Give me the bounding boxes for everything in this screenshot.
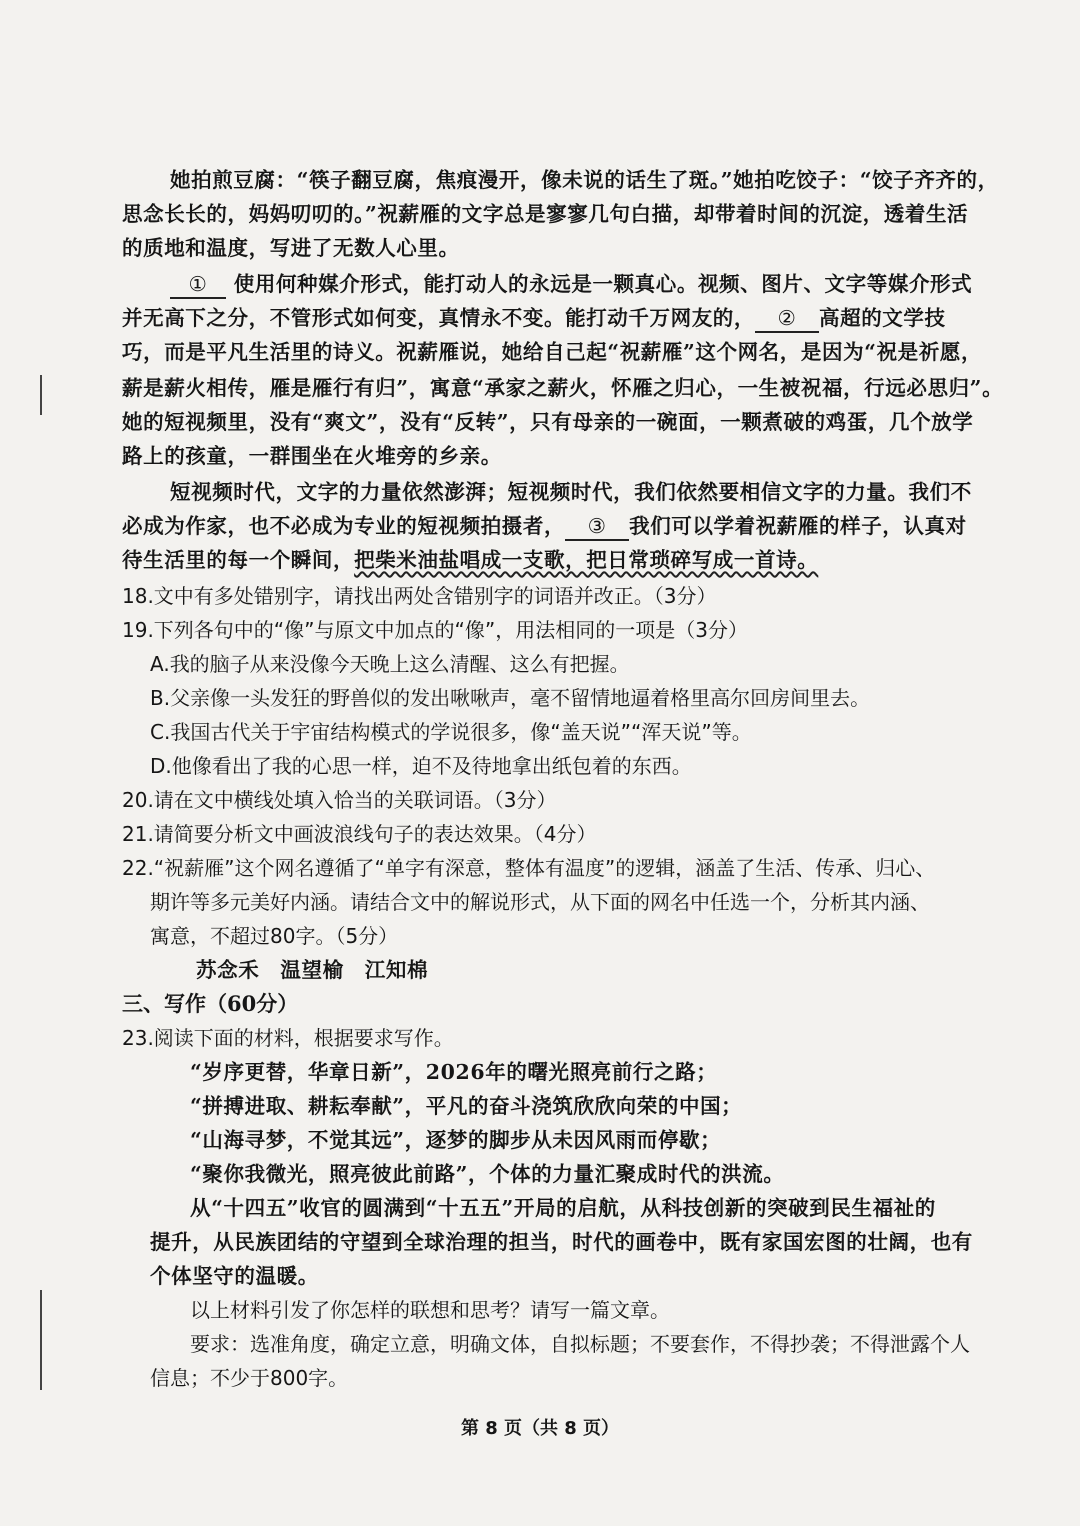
- writing-requirements-line: 信息；不少于800字。: [150, 1366, 349, 1390]
- question-19: 19.下列各句中的“像”与原文中加点的“像”，用法相同的一项是（3分）: [122, 618, 748, 642]
- option-b: B.父亲像一头发狂的野兽似的发出啾啾声，毫不留情地逼着格里高尔回房间里去。: [150, 686, 871, 710]
- blank-3: ③: [565, 513, 629, 541]
- option-a: A.我的脑子从来没像今天晚上这么清醒、这么有把握。: [150, 652, 630, 676]
- material-line: “岁序更替，华章日新”，2026年的曙光照亮前行之路；: [190, 1060, 718, 1084]
- passage-line: 并无高下之分，不管形式如何变，真情永不变。能打动千万网友的， ② 高超的文学技: [122, 303, 972, 333]
- passage-line: 必成为作家，也不必成为专业的短视频拍摄者， ③ 我们可以学着祝薪雁的样子，认真对: [122, 511, 972, 541]
- section-title: 三、写作（60分）: [122, 991, 299, 1016]
- option-d: D.他像看出了我的心思一样，迫不及待地拿出纸包着的东西。: [150, 754, 692, 778]
- page-number: 第 8 页（共 8 页）: [460, 1418, 620, 1439]
- passage-line: 薪是薪火相传，雁是雁行有归”，寓意“承家之薪火，怀雁之归心，一生被祝福，行远必思归”。: [122, 376, 1004, 400]
- question-22: 22.“祝薪雁”这个网名遵循了“单字有深意，整体有温度”的逻辑，涵盖了生活、传承、归心、: [122, 856, 936, 880]
- question-22-line: 寓意，不超过80字。（5分）: [150, 924, 399, 948]
- passage-line: 思念长长的，妈妈叨叨的。”祝薪雁的文字总是寥寥几句白描，却带着时间的沉淀，透着生活: [122, 202, 969, 226]
- passage-line: 的质地和温度，写进了无数人心里。: [122, 236, 460, 260]
- material-line: “拼搏进取、耕耘奉献”，平凡的奋斗浇筑欣欣向荣的中国；: [190, 1094, 743, 1118]
- margin-mark: [40, 375, 42, 415]
- material-line: 从“十四五”收官的圆满到“十五五”开局的启航，从科技创新的突破到民生福祉的: [190, 1196, 936, 1220]
- material-line: 提升，从民族团结的守望到全球治理的担当，时代的画卷中，既有家国宏图的壮阔，也有: [150, 1230, 973, 1254]
- blank-1: ①: [170, 271, 226, 299]
- passage-line: 路上的孩童，一群围坐在火堆旁的乡亲。: [122, 444, 502, 468]
- blank-2: ②: [755, 305, 819, 333]
- question-18: 18.文中有多处错别字，请找出两处含错别字的词语并改正。（3分）: [122, 584, 717, 608]
- passage-line: 短视频时代，文字的力量依然澎湃；短视频时代，我们依然要相信文字的力量。我们不: [170, 480, 972, 504]
- margin-mark: [40, 1290, 42, 1390]
- writing-prompt: 以上材料引发了你怎样的联想和思考？请写一篇文章。: [190, 1298, 670, 1322]
- question-22-line: 期许等多元美好内涵。请结合文中的解说形式，从下面的网名中任选一个，分析其内涵、: [150, 890, 930, 914]
- material-line: “山海寻梦，不觉其远”，逐梦的脚步从未因风雨而停歇；: [190, 1128, 722, 1152]
- passage-line: ① 使用何种媒介形式，能打动人的永远是一颗真心。视频、图片、文字等媒介形式: [170, 269, 1020, 299]
- option-c: C.我国古代关于宇宙结构模式的学说很多，像“盖天说”“浑天说”等。: [150, 720, 752, 744]
- writing-requirements: 要求：选准角度，确定立意，明确文体，自拟标题；不要套作，不得抄袭；不得泄露个人: [190, 1332, 970, 1356]
- passage-line: 她拍煎豆腐：“筷子翻豆腐，焦痕漫开，像未说的话生了斑。”她拍吃饺子：“饺子齐齐的，: [170, 168, 999, 192]
- username-options: 苏念禾 温望榆 江知棉: [196, 958, 429, 982]
- material-line: “聚你我微光，照亮彼此前路”，个体的力量汇聚成时代的洪流。: [190, 1162, 785, 1186]
- passage-line: 她的短视频里，没有“爽文”，没有“反转”，只有母亲的一碗面，一颗煮破的鸡蛋，几个放学: [122, 410, 974, 434]
- material-line: 个体坚守的温暖。: [150, 1264, 319, 1288]
- question-23: 23.阅读下面的材料，根据要求写作。: [122, 1026, 454, 1050]
- question-21: 21.请简要分析文中画波浪线句子的表达效果。（4分）: [122, 822, 597, 846]
- passage-line: 巧，而是平凡生活里的诗义。祝薪雁说，她给自己起“祝薪雁”这个网名，是因为“祝是祈愿，: [122, 340, 983, 364]
- question-20: 20.请在文中横线处填入恰当的关联词语。（3分）: [122, 788, 557, 812]
- wavy-underlined-sentence: 把柴米油盐唱成一支歌，把日常琐碎写成一首诗。: [354, 548, 819, 572]
- passage-line: 待生活里的每一个瞬间，把柴米油盐唱成一支歌，把日常琐碎写成一首诗。: [122, 548, 819, 572]
